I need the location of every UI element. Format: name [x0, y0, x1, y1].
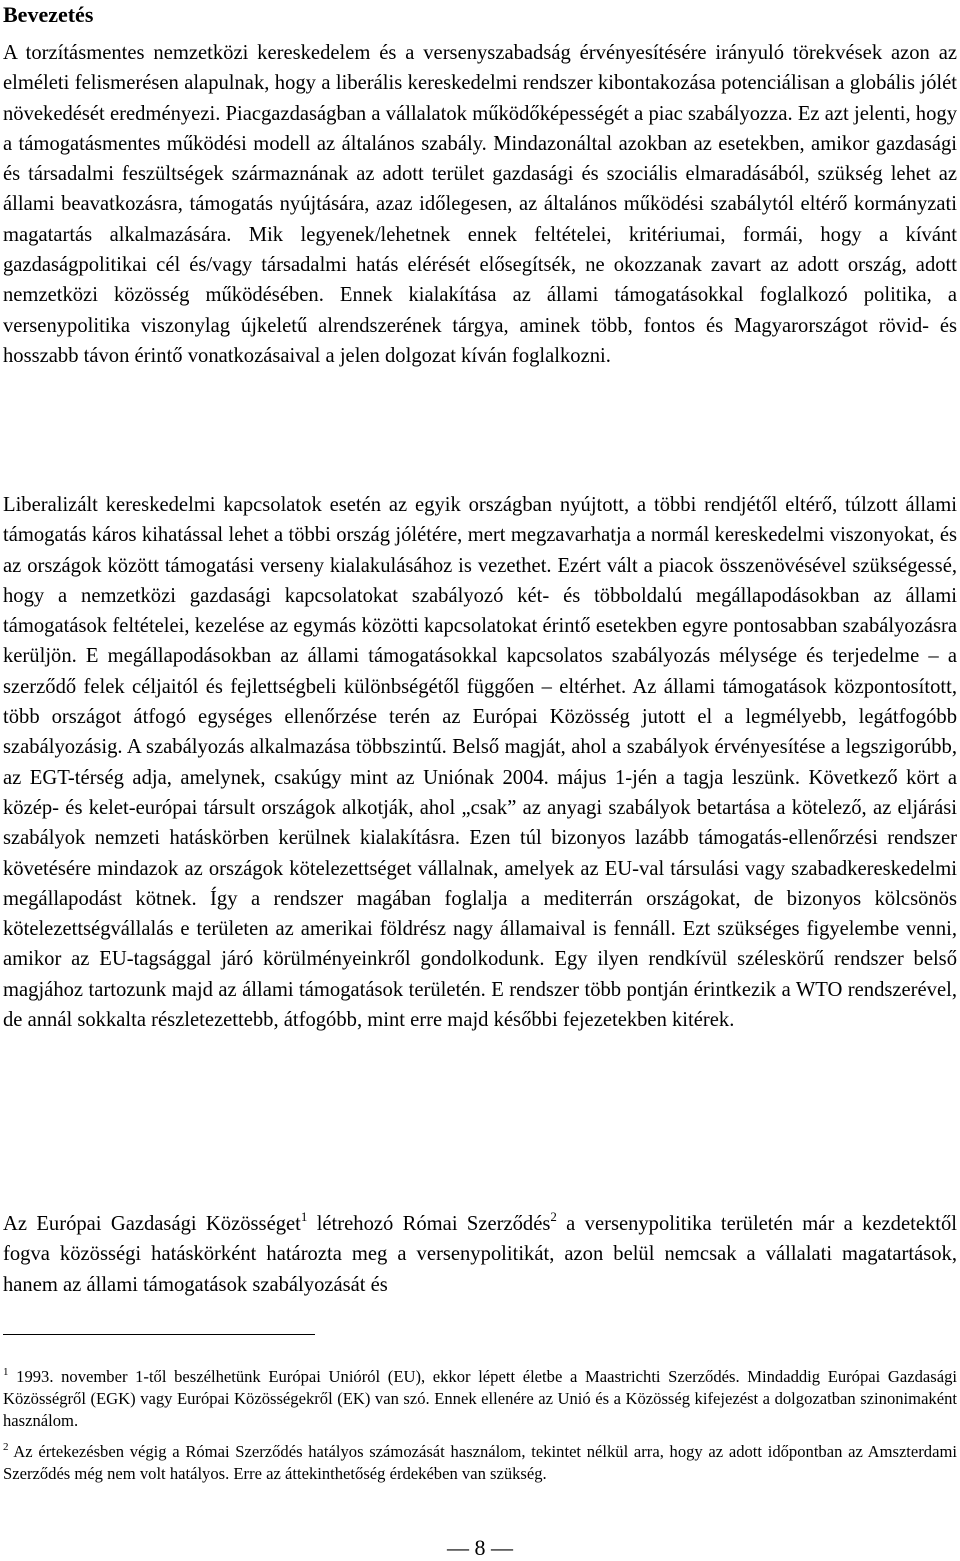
- paragraph-3-text-a: Az Európai Gazdasági Közösséget: [3, 1213, 301, 1235]
- footnote-2-text: Az értekezésben végig a Római Szerződés hatályos számozását használom, tekintet nélkül arra, hogy az adott időpontban az Amszterdami Szerződés még nem volt hatályos. Erre az áttekinthetőség érdekében van szükség.: [3, 1442, 957, 1483]
- paragraph-2: Liberalizált kereskedelmi kapcsolatok esetén az egyik országban nyújtott, a többi rendjétől eltérő, túlzott állami támogatás káros kihatással lehet a többi ország jólétére, mert megzavarhatja a normál kereskedelmi viszonyokat, és az országok között támogatási verseny kialakulásához is vezethet. Ezért vált a piacok összenövésével szükségessé, hogy a nemzetközi gazdasági kapcsolatokat szabályozó két- és többoldalú megállapodásokban az állami támogatások feltételei, kezelése az egymás közötti kapcsolatokat érintő esetekben egyre pontosabban szabályozásra kerüljön. E megállapodásokban az állami támogatásokkal kapcsolatos szabályozás mélysége és terjedelme – a szerződő felek céljaitól és fejlettségbeli különbségétől függően – eltérhet. Az állami támogatások központosított, több országot átfogó egységes ellenőrzése terén az Európai Közösség jutott el a legmélyebb, legátfogóbb szabályozásig. A szabályozás alkalmazása többszintű. Belső magját, ahol a szabályok érvényesítése a legszigorúbb, az EGT-térség adja, amelynek, csakúgy mint az Uniónak 2004. május 1-jén a tagja leszünk. Következő kört a közép- és kelet-európai társult országok alkotják, ahol „csak” az anyagi szabályok betartása a kötelező, az eljárási szabályok nemzeti hatáskörben kerülnek kialakításra. Ezen túl bizonyos lazább támogatás-ellenőrzési rendszer követésére mindazok az országok kötelezettséget vállalnak, amelyek az EU-val társulási vagy szabadkereskedelmi megállapodást kötnek. Így a rendszer magában foglalja a mediterrán országokat, de bizonyos kölcsönös kötelezettségvállalás e területen az amerikai földrész nagy államaival is fennáll. Ezt szükséges figyelembe venni, amikor az EU-tagsággal járó körülményeinkről gondolkodunk. Egy ilyen rendkívül széleskörű rendszer belső magjához tartozunk majd az állami támogatások területén. E rendszer több pontján érintkezik a WTO rendszerével, de annál sokkalta részletezettebb, átfogóbb, mint erre majd későbbi fejezetekben kitérek.: [3, 494, 957, 1032]
- section-heading: Bevezetés: [3, 2, 94, 27]
- paragraph-3: [3, 1209, 957, 1300]
- footnote-2-mark: 2: [3, 1441, 9, 1453]
- paragraph-1: A torzításmentes nemzetközi kereskedelem és a versenyszabadság érvényesítésére irányuló törekvések azon az elméleti felismerésen alapulnak, hogy a liberális kereskedelmi rendszer kibontakozása potenciálisan a globális jólét növekedését eredményezi. Piacgazdaságban a vállalatok működőképességét a piac szabályozza. Ez azt jelenti, hogy a támogatásmentes működési modell az általános szabály. Mindazonáltal azokban az esetekben, amikor gazdasági és társadalmi feszültségek származnának az adott terület gazdasági és szociális elmaradásából, szükség lehet az állami beavatkozásra, támogatás nyújtására, azaz időlegesen, az általános működési szabálytól eltérő kormányzati magatartás alkalmazására. Mik legyenek/lehetnek ennek feltételei, kritériumai, formái, hogy a kívánt gazdaságpolitikai cél és/vagy társadalmi hatás elérését elősegítsék, ne okozzanak zavart az adott ország, adott nemzetközi közösség működésében. Ennek kialakítása az állami támogatásokkal foglalkozó politika, a versenypolitika viszonylag újkeletű alrendszerének tárgya, aminek több, fontos és Magyarországot rövid- és hosszabb távon érintő vonatkozásaival a jelen dolgozat kíván foglalkozni.: [3, 42, 957, 367]
- footnote-1: [3, 1366, 957, 1432]
- paragraph-3-text-c: a versenypolitika területén már a kezdetektől fogva közösségi hatáskörként határozta meg a versenypolitikát, azon belül nemcsak a vállalati magatartások, hanem az állami támogatások szabályozását és: [3, 1213, 958, 1296]
- footnote-ref-1[interactable]: 1: [300, 1209, 308, 1224]
- footnote-1-text: 1993. november 1-től beszélhetünk Európai Unióról (EU), ekkor lépett életbe a Maastrichti Szerződés. Mindaddig Európai Gazdasági Közösségről (EGK) vagy Európai Közösségekről (EK) van szó. Ennek ellenére az Unió és a Közösség kifejezést a dolgozatban szinonimaként használom.: [3, 1367, 957, 1430]
- page-number: — 8 —: [447, 1535, 513, 1560]
- footnote-2: [3, 1441, 957, 1485]
- footnote-ref-2[interactable]: 2: [550, 1209, 557, 1224]
- paragraph-3-text-b: létrehozó Római Szerződés: [307, 1213, 551, 1235]
- footnote-separator: [3, 1334, 315, 1335]
- footnote-1-mark: 1: [3, 1366, 9, 1378]
